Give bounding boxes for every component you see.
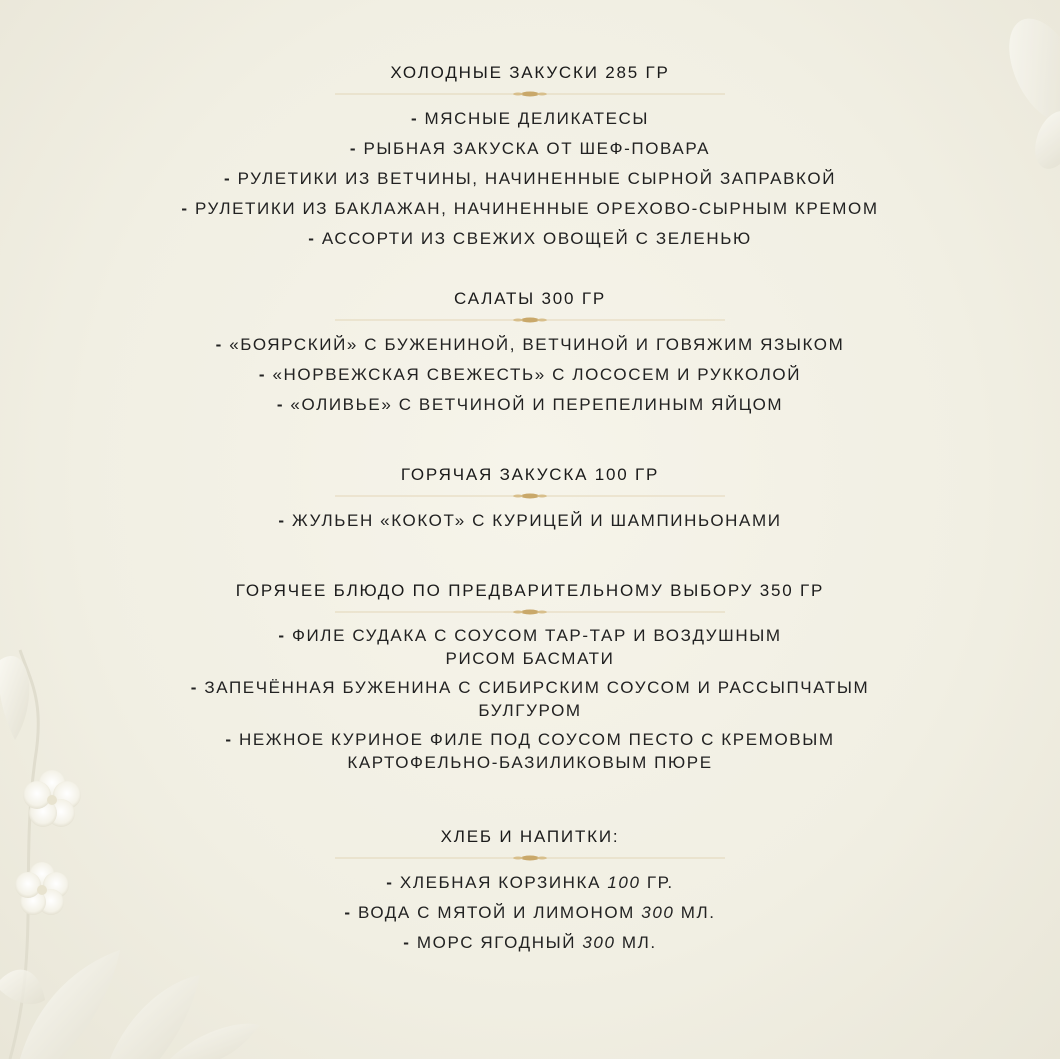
list-item: - ФИЛЕ СУДАКА С СОУСОМ ТАР-ТАР И ВОЗДУШНЫМ РИСОМ БАСМАТИ (278, 626, 782, 668)
list-item: - «НОРВЕЖСКАЯ СВЕЖЕСТЬ» С ЛОСОСЕМ И РУККОЛОЙ (258, 365, 802, 384)
section-title: ХОЛОДНЫЕ ЗАКУСКИ 285 ГР (390, 63, 670, 82)
list-item: - «ОЛИВЬЕ» С ВЕТЧИНОЙ И ПЕРЕПЕЛИНЫМ ЯЙЦОМ (276, 395, 784, 414)
section-title: ГОРЯЧЕЕ БЛЮДО ПО ПРЕДВАРИТЕЛЬНОМУ ВЫБОРУ 350 ГР (235, 581, 825, 600)
section-title: ГОРЯЧАЯ ЗАКУСКА 100 ГР (400, 465, 660, 484)
section-title: САЛАТЫ 300 ГР (454, 289, 606, 308)
list-item: - НЕЖНОЕ КУРИНОЕ ФИЛЕ ПОД СОУСОМ ПЕСТО С КРЕМОВЫМ КАРТОФЕЛЬНО-БАЗИЛИКОВЫМ ПЮРЕ (225, 730, 835, 772)
section-main-course (0, 580, 1060, 780)
list-item: - АССОРТИ ИЗ СВЕЖИХ ОВОЩЕЙ С ЗЕЛЕНЬЮ (308, 229, 752, 248)
list-item: - МОРС ЯГОДНЫЙ 300 МЛ. (403, 933, 657, 952)
section-bread-drinks (0, 826, 1060, 960)
list-item: - ВОДА С МЯТОЙ И ЛИМОНОМ 300 МЛ. (344, 903, 716, 922)
divider-ornament-icon (335, 90, 725, 98)
list-item: - РЫБНАЯ ЗАКУСКА ОТ ШЕФ-ПОВАРА (349, 139, 711, 158)
list-item: - ХЛЕБНАЯ КОРЗИНКА 100 ГР. (386, 873, 674, 892)
divider-ornament-icon (335, 492, 725, 500)
divider-ornament-icon (335, 608, 725, 616)
list-item: - РУЛЕТИКИ ИЗ ВЕТЧИНЫ, НАЧИНЕННЫЕ СЫРНОЙ ЗАПРАВКОЙ (223, 169, 837, 188)
list-item: - ЖУЛЬЕН «КОКОТ» С КУРИЦЕЙ И ШАМПИНЬОНАМИ (278, 511, 782, 530)
section-cold-appetizers (0, 62, 1060, 256)
list-item: - МЯСНЫЕ ДЕЛИКАТЕСЫ (410, 109, 650, 128)
section-salads (0, 288, 1060, 422)
list-item: - ЗАПЕЧЁННАЯ БУЖЕНИНА С СИБИРСКИМ СОУСОМ И РАССЫПЧАТЫМ БУЛГУРОМ (190, 678, 870, 720)
divider-ornament-icon (335, 316, 725, 324)
list-item: - «БОЯРСКИЙ» С БУЖЕНИНОЙ, ВЕТЧИНОЙ И ГОВЯЖИМ ЯЗЫКОМ (215, 335, 845, 354)
divider-ornament-icon (335, 854, 725, 862)
section-hot-appetizer (0, 464, 1060, 538)
list-item: - РУЛЕТИКИ ИЗ БАКЛАЖАН, НАЧИНЕННЫЕ ОРЕХОВО-СЫРНЫМ КРЕМОМ (181, 199, 879, 218)
section-title: ХЛЕБ И НАПИТКИ: (440, 827, 620, 846)
